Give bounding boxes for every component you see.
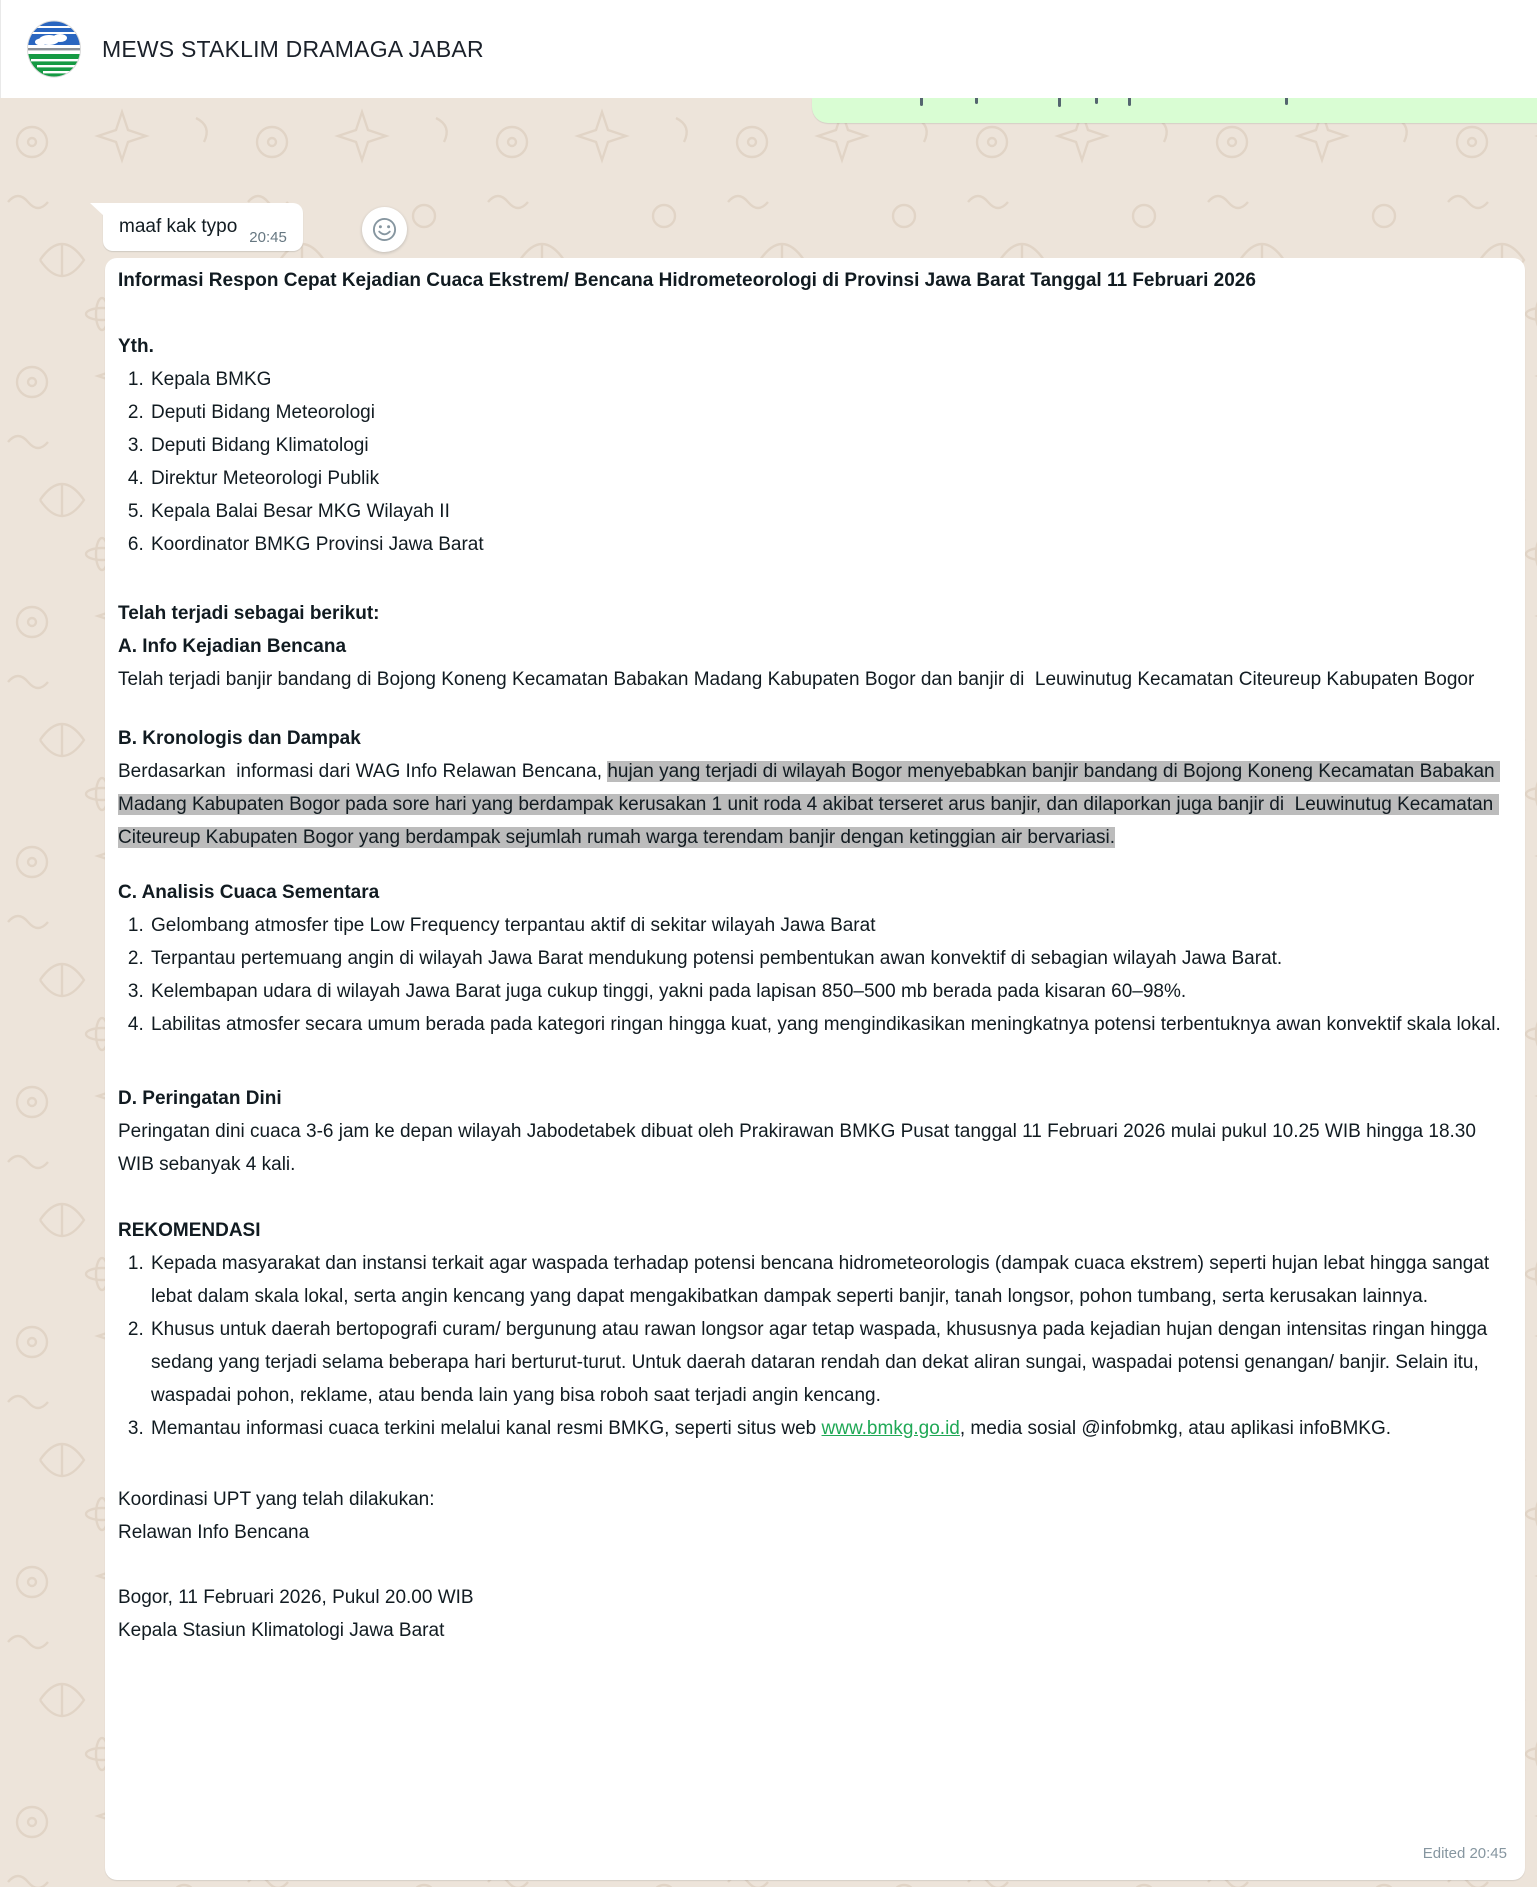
place-date: Bogor, 11 Februari 2026, Pukul 20.00 WIB — [118, 1587, 474, 1608]
section-b-body — [118, 755, 1509, 854]
sent-message-bubble-cutoff[interactable] — [812, 98, 1537, 123]
coordination-value: Relawan Info Bencana — [118, 1522, 310, 1543]
report-title: Informasi Respon Cepat Kejadian Cuaca Ekstrem/ Bencana Hidrometeorologi di Provinsi Jawa Barat Tanggal 11 Februari 2026 — [118, 270, 1256, 291]
recipient-item: 6. Koordinator BMKG Provinsi Jawa Barat — [149, 528, 1509, 561]
analysis-item: 4. Labilitas atmosfer secara umum berada pada kategori ringan hingga kuat, yang mengindikasikan meningkatnya potensi terbentuknya awan konvektif skala lokal. — [149, 1008, 1509, 1041]
section-a-body: Telah terjadi banjir bandang di Bojong Koneng Kecamatan Babakan Madang Kabupaten Bogor dan banjir di Leuwinutug Kecamatan Citeureup Kabupaten Bogor — [118, 669, 1475, 690]
report-message-bubble[interactable] — [105, 258, 1525, 1880]
message-text: maaf kak typo — [119, 216, 238, 237]
salutation: Yth. — [118, 336, 154, 357]
recipient-item: 2. Deputi Bidang Meteorologi — [149, 396, 1509, 429]
section-d-body: Peringatan dini cuaca 3-6 jam ke depan wilayah Jabodetabek dibuat oleh Prakirawan BMKG Pusat tanggal 11 Februari 2026 mulai pukul 10.25 WIB hingga 18.30 WIB sebanyak 4 kali. — [118, 1121, 1482, 1175]
analysis-item: 1. Gelombang atmosfer tipe Low Frequency terpantau aktif di sekitar wilayah Jawa Barat — [149, 909, 1509, 942]
recommendation-item: 1. Kepada masyarakat dan instansi terkait agar waspada terhadap potensi bencana hidrometeorologis (dampak cuaca ekstrem) seperti hujan lebat hingga sangat lebat dalam skala lokal, serta angin kencang yang dapat mengakibatkan dampak seperti banjir, tanah longsor, pohon tumbang, serta kerusakan lainnya. — [149, 1247, 1509, 1313]
coordination-label: Koordinasi UPT yang telah dilakukan: — [118, 1489, 435, 1510]
bubble-tail — [90, 203, 104, 217]
section-c-heading: C. Analisis Cuaca Sementara — [118, 882, 380, 903]
chat-header[interactable] — [0, 0, 1537, 98]
recipient-item: 4. Direktur Meteorologi Publik — [149, 462, 1509, 495]
section-d-heading: D. Peringatan Dini — [118, 1088, 282, 1109]
recommendation-item: 3. Memantau informasi cuaca terkini melalui kanal resmi BMKG, seperti situs web www.bmkg.go.id, media sosial @infobmkg, atau aplikasi infoBMKG. — [149, 1412, 1509, 1445]
recipient-item: 5. Kepala Balai Besar MKG Wilayah II — [149, 495, 1509, 528]
edited-timestamp: Edited 20:45 — [1422, 1845, 1507, 1862]
analysis-item: 3. Kelembapan udara di wilayah Jawa Barat juga cukup tinggi, yakni pada lapisan 850–500 mb berada pada kisaran 60–98%. — [149, 975, 1509, 1008]
chat-message-area — [0, 98, 1537, 1887]
smiley-icon — [371, 216, 398, 243]
message-timestamp: 20:45 — [249, 229, 287, 246]
analysis-item: 2. Terpantau pertemuang angin di wilayah Jawa Barat mendukung potensi pembentukan awan konvektif di sebagian wilayah Jawa Barat. — [149, 942, 1509, 975]
bmkg-website-link[interactable]: www.bmkg.go.id — [821, 1418, 960, 1439]
recommendation-item: 2. Khusus untuk daerah bertopografi curam/ bergunung atau rawan longsor agar tetap waspada, khususnya pada kejadian hujan dengan intensitas ringan hingga sedang yang terjadi selama beberapa hari berturut-turut. Untuk daerah dataran rendah dan dekat aliran sungai, waspadai potensi genangan/ banjir. Selain itu, waspadai pohon, reklame, atau benda lain yang bisa roboh saat terjadi angin kencang. — [149, 1313, 1509, 1412]
section-b-heading: B. Kronologis dan Dampak — [118, 728, 361, 749]
occurrence-heading: Telah terjadi sebagai berikut: — [118, 603, 380, 624]
recipient-item: 1. Kepala BMKG — [149, 363, 1509, 396]
section-a-heading: A. Info Kejadian Bencana — [118, 636, 347, 657]
bmkg-logo-icon — [25, 20, 83, 78]
section-b-body-prefix: Berdasarkan informasi dari WAG Info Relawan Bencana, — [118, 761, 608, 782]
recipient-list — [118, 363, 1509, 561]
recipient-item: 3. Deputi Bidang Klimatologi — [149, 429, 1509, 462]
analysis-list — [118, 909, 1509, 1041]
react-button[interactable] — [362, 207, 407, 252]
signature: Kepala Stasiun Klimatologi Jawa Barat — [118, 1620, 445, 1641]
received-message-bubble[interactable] — [103, 203, 303, 251]
selected-text: hujan yang terjadi di wilayah Bogor menyebabkan banjir bandang di Bojong Koneng Kecamatan Babakan Madang Kabupaten Bogor pada sore hari yang berdampak kerusakan 1 unit roda 4 akibat terseret arus banjir, dan dilaporkan juga banjir di Leuwinutug Kecamatan Citeureup Kabupaten Bogor yang berdampak sejumlah rumah warga terendam banjir dengan ketinggian air bervariasi. — [118, 761, 1500, 848]
recommendations-heading: REKOMENDASI — [118, 1220, 261, 1241]
recommendations-list — [118, 1247, 1509, 1445]
chat-title: MEWS STAKLIM DRAMAGA JABAR — [102, 35, 484, 62]
